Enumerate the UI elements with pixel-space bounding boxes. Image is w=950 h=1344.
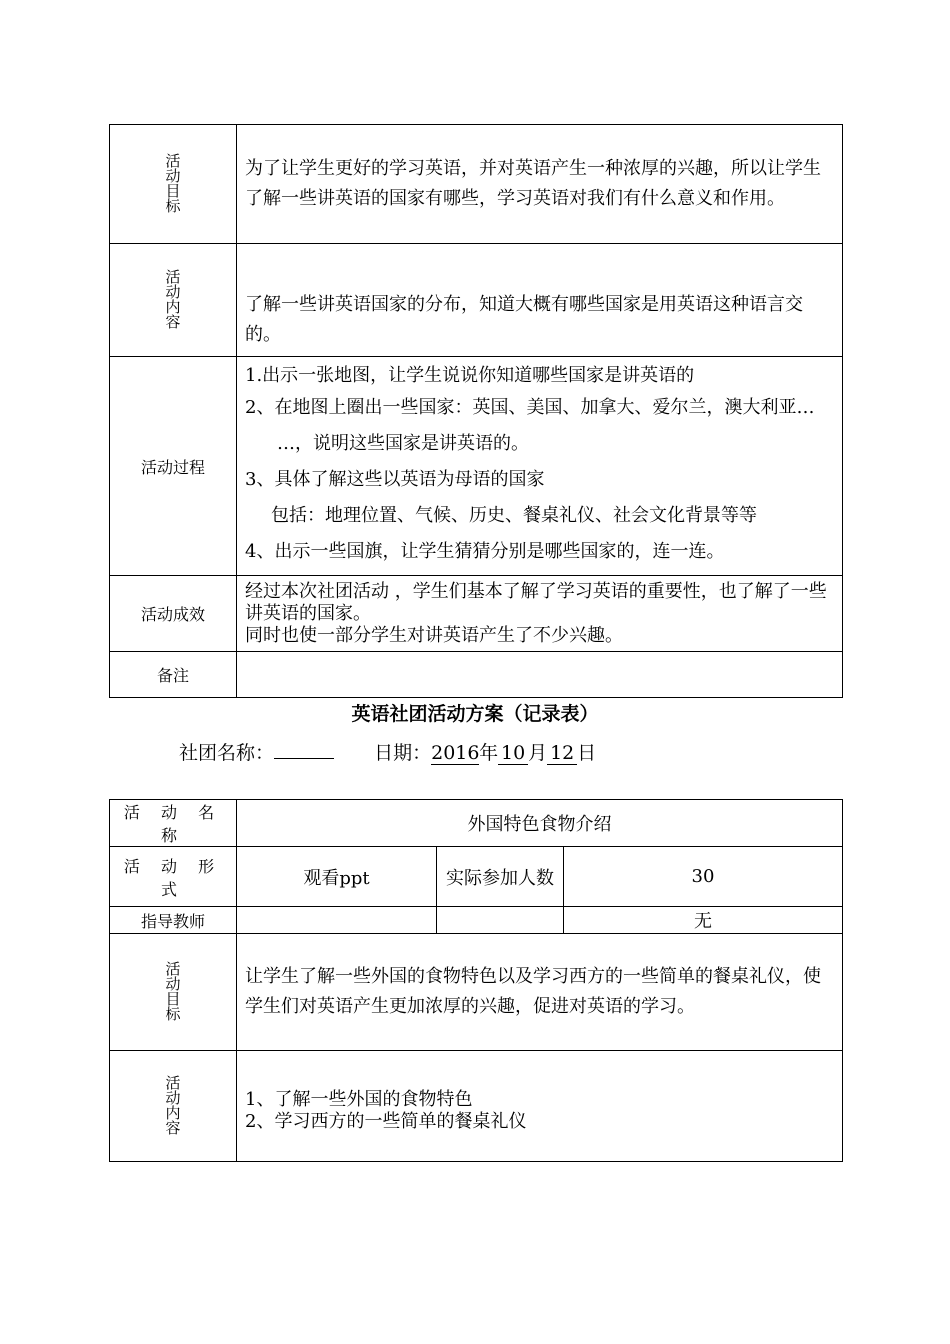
teacher-extra: 无 <box>564 907 843 934</box>
content-label: 活动内容 <box>165 267 181 331</box>
form-row <box>110 847 843 907</box>
goal-text: 为了让学生更好的学习英语，并对英语产生一种浓厚的兴趣，所以让学生了解一些讲英语的国家有哪些，学习英语对我们有什么意义和作用。 <box>237 125 843 244</box>
date-day: 12 <box>547 742 577 765</box>
content2-cell <box>237 1051 843 1162</box>
teacher-value <box>237 907 437 934</box>
goal2-text: 让学生了解一些外国的食物特色以及学习西方的一些简单的餐桌礼仪，使学生们对英语产生更加浓厚的兴趣，促进对英语的学习。 <box>237 934 843 1051</box>
process-line-2: 2、在地图上圈出一些国家：英国、美国、加拿大、爱尔兰，澳大利亚… <box>245 397 815 418</box>
goal2-row <box>110 934 843 1051</box>
content2-line-2: 2、学习西方的一些简单的餐桌礼仪 <box>245 1111 527 1132</box>
note-label: 备注 <box>110 652 237 698</box>
teacher-empty <box>437 907 564 934</box>
club-name-value <box>274 758 334 759</box>
form-label: 活 动 形 式 <box>110 847 237 907</box>
goal-label-cell <box>110 125 237 244</box>
date-month: 10 <box>498 742 528 765</box>
process-line-1: 1.出示一张地图，让学生说说你知道哪些国家是讲英语的 <box>245 365 695 386</box>
record-table-2 <box>109 799 843 1162</box>
result-row <box>110 576 843 652</box>
name-value: 外国特色食物介绍 <box>237 800 843 847</box>
note-row <box>110 652 843 698</box>
note-value <box>237 652 843 698</box>
content2-label-cell <box>110 1051 237 1162</box>
result-cell <box>237 576 843 652</box>
process-cell <box>237 357 843 576</box>
participants-value: 30 <box>564 847 843 907</box>
name-label: 活 动 名 称 <box>110 800 237 847</box>
process-label: 活动过程 <box>110 357 237 576</box>
goal-row <box>110 125 843 244</box>
date-year: 2016 <box>431 742 480 764</box>
record-table-1 <box>109 124 843 698</box>
date-year-unit: 年 <box>479 742 499 764</box>
result-line-1: 经过本次社团活动 ，学生们基本了解了学习英语的重要性，也了解了一些讲英语的国家。 <box>245 580 827 624</box>
record-title: 英语社团活动方案（记录表） <box>351 703 599 725</box>
content2-row <box>110 1051 843 1162</box>
process-line-5: 包括：地理位置、气候、历史、餐桌礼仪、社会文化背景等等 <box>271 505 757 526</box>
goal2-label: 活动目标 <box>165 959 181 1023</box>
teacher-label: 指导教师 <box>110 907 237 934</box>
content-label-cell <box>110 244 237 357</box>
date-day-unit: 日 <box>577 742 597 764</box>
content2-line-1: 1、了解一些外国的食物特色 <box>245 1089 473 1110</box>
content-row <box>110 244 843 357</box>
form-value: 观看ppt <box>237 847 437 907</box>
name-row <box>110 800 843 847</box>
process-line-6: 4、出示一些国旗，让学生猜猜分别是哪些国家的，连一连。 <box>245 541 725 562</box>
content-text: 了解一些讲英语国家的分布，知道大概有哪些国家是用英语这种语言交的。 <box>237 244 843 357</box>
club-name-label: 社团名称： <box>179 742 275 764</box>
goal-label: 活动目标 <box>165 151 181 215</box>
content2-label: 活动内容 <box>165 1073 181 1137</box>
process-line-4: 3、具体了解这些以英语为母语的国家 <box>245 469 545 490</box>
teacher-row <box>110 907 843 934</box>
result-line-2: 同时也使一部分学生对讲英语产生了不少兴趣。 <box>245 624 623 646</box>
participants-label: 实际参加人数 <box>437 847 564 907</box>
process-line-3: …，说明这些国家是讲英语的。 <box>277 433 529 454</box>
date-label: 日期： <box>374 742 432 764</box>
date-month-unit: 月 <box>528 742 548 764</box>
record-meta <box>179 738 596 765</box>
result-label: 活动成效 <box>110 576 237 652</box>
process-row <box>110 357 843 576</box>
goal2-label-cell <box>110 934 237 1051</box>
